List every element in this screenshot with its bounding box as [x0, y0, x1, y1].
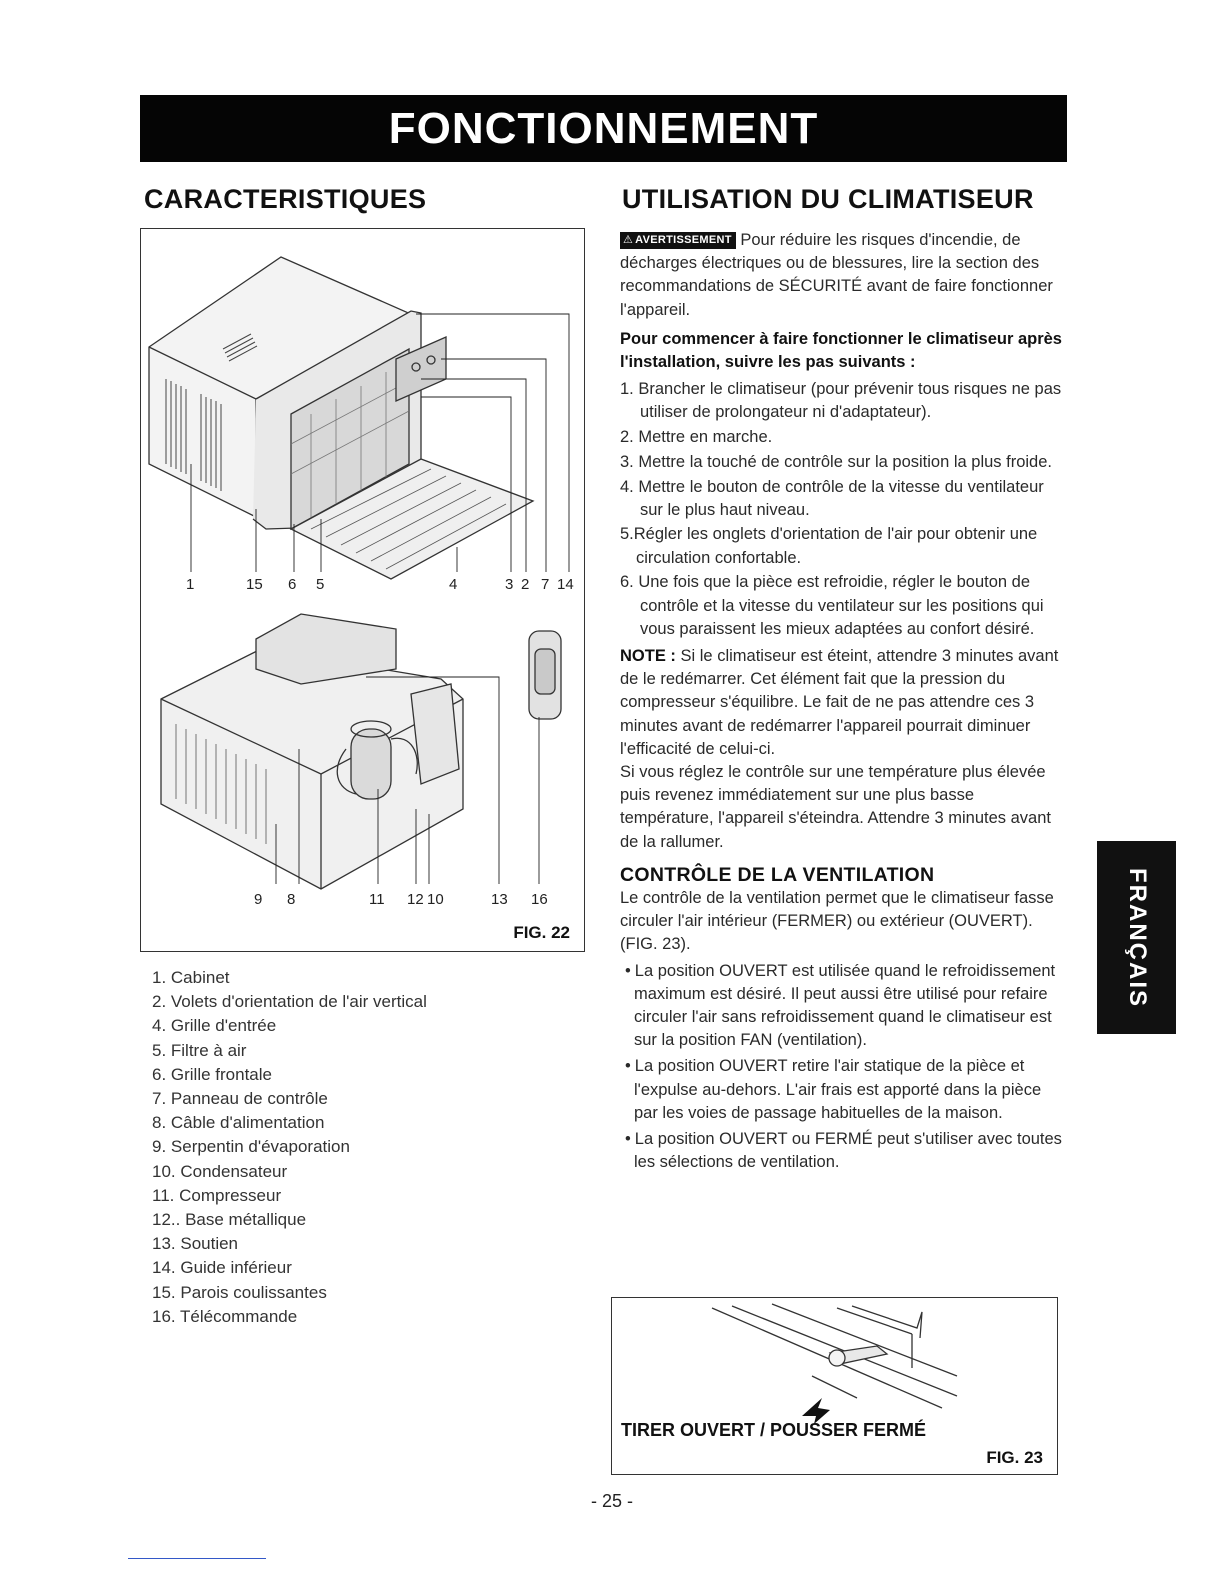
language-tab-label: FRANÇAIS	[1123, 867, 1151, 1008]
callout-12: 12	[407, 891, 424, 908]
list-item: 14. Guide inférieur	[152, 1258, 292, 1278]
page-number: - 25 -	[590, 1491, 633, 1511]
warning-badge	[620, 232, 736, 249]
list-item: 2. Volets d'orientation de l'air vertical	[152, 992, 427, 1012]
list-item: 4. Grille d'entrée	[152, 1016, 277, 1036]
list-item: 15. Parois coulissantes	[152, 1282, 327, 1302]
list-item: 7. Panneau de contrôle	[152, 1089, 328, 1109]
callout-16: 16	[531, 891, 548, 908]
list-item: 4. Mettre le bouton de contrôle de la vitesse du ventilateur sur le plus haut niveau.	[620, 477, 1044, 519]
list-item: 16. Télécommande	[152, 1306, 298, 1326]
note-paragraph	[620, 645, 1068, 761]
warning-badge-label: AVERTISSEMENT	[635, 234, 732, 246]
note-text: Si le climatiseur est éteint, attendre 3 minutes avant de le redémarrer. Cet élément fait que la pression du compresseur s'équilibre. Le fait de ne pas attendre ces 3 minutes avant de redémarrer l'appareil pourrait diminuer l'efficacité de celui-ci.	[620, 646, 1059, 758]
list-item: • La position OUVERT retire l'air statique de la pièce et l'expulse au-dehors. L'air frais est apporté dans la pièce par les voies de passage habituelles de la maison.	[620, 1055, 1068, 1125]
callout-11: 11	[369, 891, 385, 908]
list-item: 6. Une fois que la pièce est refroidie, régler le bouton de contrôle et la vitesse du ventilateur sur les positions qui vous paraissent les mieux adaptées au confort désiré.	[620, 573, 1044, 638]
callout-13: 13	[491, 891, 508, 908]
page-banner: FONCTIONNEMENT	[140, 95, 1067, 162]
callout-9: 9	[254, 891, 263, 908]
parts-list	[152, 966, 427, 1329]
figure-23-caption: TIRER OUVERT / POUSSER FERMÉ	[621, 1420, 927, 1440]
language-tab	[1097, 841, 1176, 1034]
list-item: 13. Soutien	[152, 1234, 239, 1254]
warning-text: Pour réduire les risques d'incendie, de décharges électriques ou de blessures, lire la section des recommandations de SÉCURITÉ avant de faire fonctionner l'appareil.	[620, 231, 1053, 319]
ventilation-intro: Le contrôle de la ventilation permet que le climatiseur fasse circuler l'air intérieur (FERMER) ou extérieur (OUVERT). (FIG. 23).	[620, 888, 1054, 954]
ventilation-bullets	[620, 960, 1068, 1175]
callout-10: 10	[427, 891, 444, 908]
steps-intro: Pour commencer à faire fonctionner le climatiseur après l'installation, suivre les pas suivants :	[620, 329, 1062, 372]
callout-1: 1	[186, 576, 195, 593]
ventilation-heading: CONTRÔLE DE LA VENTILATION	[620, 863, 935, 886]
air-conditioner-illustration	[141, 229, 586, 953]
list-item: 8. Câble d'alimentation	[152, 1113, 325, 1133]
callout-14: 14	[557, 576, 574, 593]
list-item: 9. Serpentin d'évaporation	[152, 1137, 350, 1157]
list-item: 10. Condensateur	[152, 1161, 288, 1181]
callout-6: 6	[288, 576, 297, 593]
figure-22	[140, 228, 585, 952]
list-item: 2. Mettre en marche.	[620, 428, 773, 447]
features-heading: CARACTERISTIQUES	[144, 184, 427, 214]
callout-2: 2	[521, 576, 530, 593]
callout-15: 15	[246, 576, 263, 593]
figure-22-label: FIG. 22	[513, 923, 570, 942]
warning-paragraph	[620, 229, 1068, 322]
list-item: 6. Grille frontale	[152, 1064, 272, 1084]
callout-3: 3	[505, 576, 514, 593]
callout-7: 7	[541, 576, 550, 593]
usage-heading: UTILISATION DU CLIMATISEUR	[622, 184, 1034, 214]
list-item: 5. Filtre à air	[152, 1040, 247, 1060]
figure-23	[611, 1297, 1058, 1475]
callout-4: 4	[449, 576, 458, 593]
warning-triangle-icon: ⚠	[623, 234, 634, 246]
figure-23-label: FIG. 23	[986, 1448, 1043, 1467]
callout-5: 5	[316, 576, 325, 593]
list-item: 5.Régler les onglets d'orientation de l'air pour obtenir une circulation confortable.	[620, 525, 1038, 567]
note-label: NOTE :	[620, 646, 676, 665]
list-item: 3. Mettre la touché de contrôle sur la position la plus froide.	[620, 452, 1052, 471]
note-paragraph-2: Si vous réglez le contrôle sur une température plus élevée puis revenez immédiatement sur une plus basse température, l'appareil s'éteindra. Attendre 3 minutes avant de la rallumer.	[620, 762, 1051, 851]
list-item: 1. Brancher le climatiseur (pour prévenir tous risques ne pas utiliser de prolongateur ni d'adaptateur).	[620, 380, 1062, 422]
list-item: 11. Compresseur	[152, 1185, 282, 1205]
list-item: 12.. Base métallique	[152, 1210, 307, 1230]
usage-column	[620, 229, 1068, 1177]
footer-rule	[128, 1558, 266, 1559]
callout-8: 8	[287, 891, 296, 908]
list-item: • La position OUVERT est utilisée quand le refroidissement maximum est désiré. Il peut aussi être utilisé pour refaire circuler l'air sans refroidissement quand le climatiseur est sur la position FAN (ventilation).	[620, 960, 1068, 1053]
list-item: • La position OUVERT ou FERMÉ peut s'utiliser avec toutes les sélections de ventilation.	[620, 1128, 1068, 1174]
list-item: 1. Cabinet	[152, 968, 230, 987]
steps-list	[620, 378, 1068, 641]
